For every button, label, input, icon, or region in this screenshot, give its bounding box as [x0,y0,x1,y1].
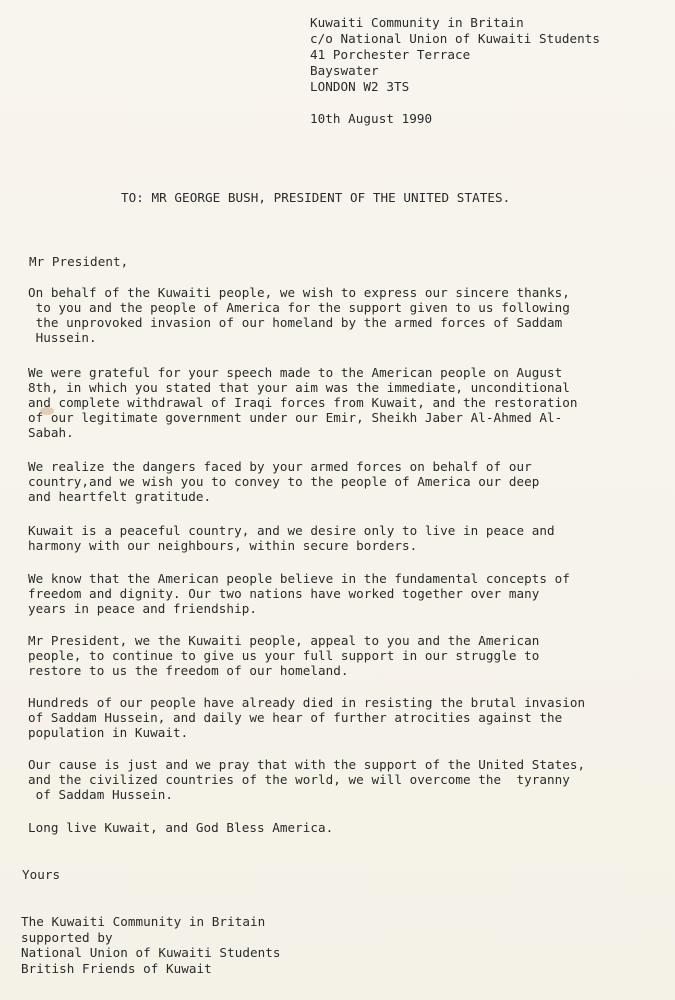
text-line: to you and the people of America for the support given to us following [28,300,570,315]
paragraph [28,695,585,740]
paragraph [28,285,570,345]
signatory-line: National Union of Kuwaiti Students [21,945,281,960]
address-line: 41 Porchester Terrace [310,47,471,62]
letter-date: 10th August 1990 [310,111,433,126]
text-line: the unprovoked invasion of our homeland by the armed forces of Saddam [28,315,563,330]
ink-smudge [40,407,54,415]
text-line: and heartfelt gratitude. [28,489,212,504]
text-line: 8th, in which you stated that your aim was the immediate, unconditional [28,380,570,395]
text-line: and complete withdrawal of Iraqi forces from Kuwait, and the restoration [28,395,578,410]
text-line: of Saddam Hussein, and daily we hear of further atrocities against the [28,710,563,725]
salutation: Mr President, [29,254,129,269]
paragraph [28,459,539,504]
paragraph [28,820,333,835]
text-line: population in Kuwait. [28,725,189,740]
text-line: On behalf of the Kuwaiti people, we wish to express our sincere thanks, [28,285,570,300]
paragraph [28,571,570,616]
address-line: Kuwaiti Community in Britain [310,15,524,30]
signatory-line: British Friends of Kuwait [21,960,212,976]
recipient-heading: TO: MR GEORGE BUSH, PRESIDENT OF THE UNITED STATES. [121,190,511,205]
signatories [21,914,281,976]
paragraph [28,757,585,802]
text-line: Our cause is just and we pray that with the support of the United States, [28,757,586,772]
text-line: and the civilized countries of the world, we will overcome the tyranny [28,772,570,787]
text-line: of our legitimate government under our Emir, Sheikh Jaber Al-Ahmed Al- [28,410,563,425]
text-line: We were grateful for your speech made to the American people on August [28,365,563,380]
address-line: Bayswater [310,63,379,78]
text-line: We realize the dangers faced by your armed forces on behalf of our [28,459,532,474]
address-line: c/o National Union of Kuwaiti Students [310,31,601,46]
signatory-line: The Kuwaiti Community in Britain [21,914,266,929]
text-line: Hussein. [28,330,97,345]
text-line: Mr President, we the Kuwaiti people, appeal to you and the American [28,633,540,648]
text-line: country,and we wish you to convey to the people of America our deep [28,474,540,489]
text-line: Kuwait is a peaceful country, and we desire only to live in peace and [28,523,555,538]
text-line: Long live Kuwait, and God Bless America. [28,820,334,835]
text-line: of Saddam Hussein. [28,787,174,802]
address-line: LONDON W2 3TS [310,79,410,94]
text-line: harmony with our neighbours, within secure borders. [28,538,418,553]
closing: Yours [22,867,61,882]
text-line: freedom and dignity. Our two nations have worked together over many [28,586,540,601]
text-line: restore to us the freedom of our homeland. [28,663,349,678]
text-line: people, to continue to give us your full support in our struggle to [28,648,540,663]
text-line: Sabah. [28,425,74,440]
text-line: years in peace and friendship. [28,601,257,616]
paragraph [28,365,578,440]
signatory-line: supported by [21,929,113,945]
paragraph [28,523,555,553]
paragraph [28,633,539,678]
text-line: We know that the American people believe in the fundamental concepts of [28,571,570,586]
text-line: Hundreds of our people have already died in resisting the brutal invasion [28,695,586,710]
